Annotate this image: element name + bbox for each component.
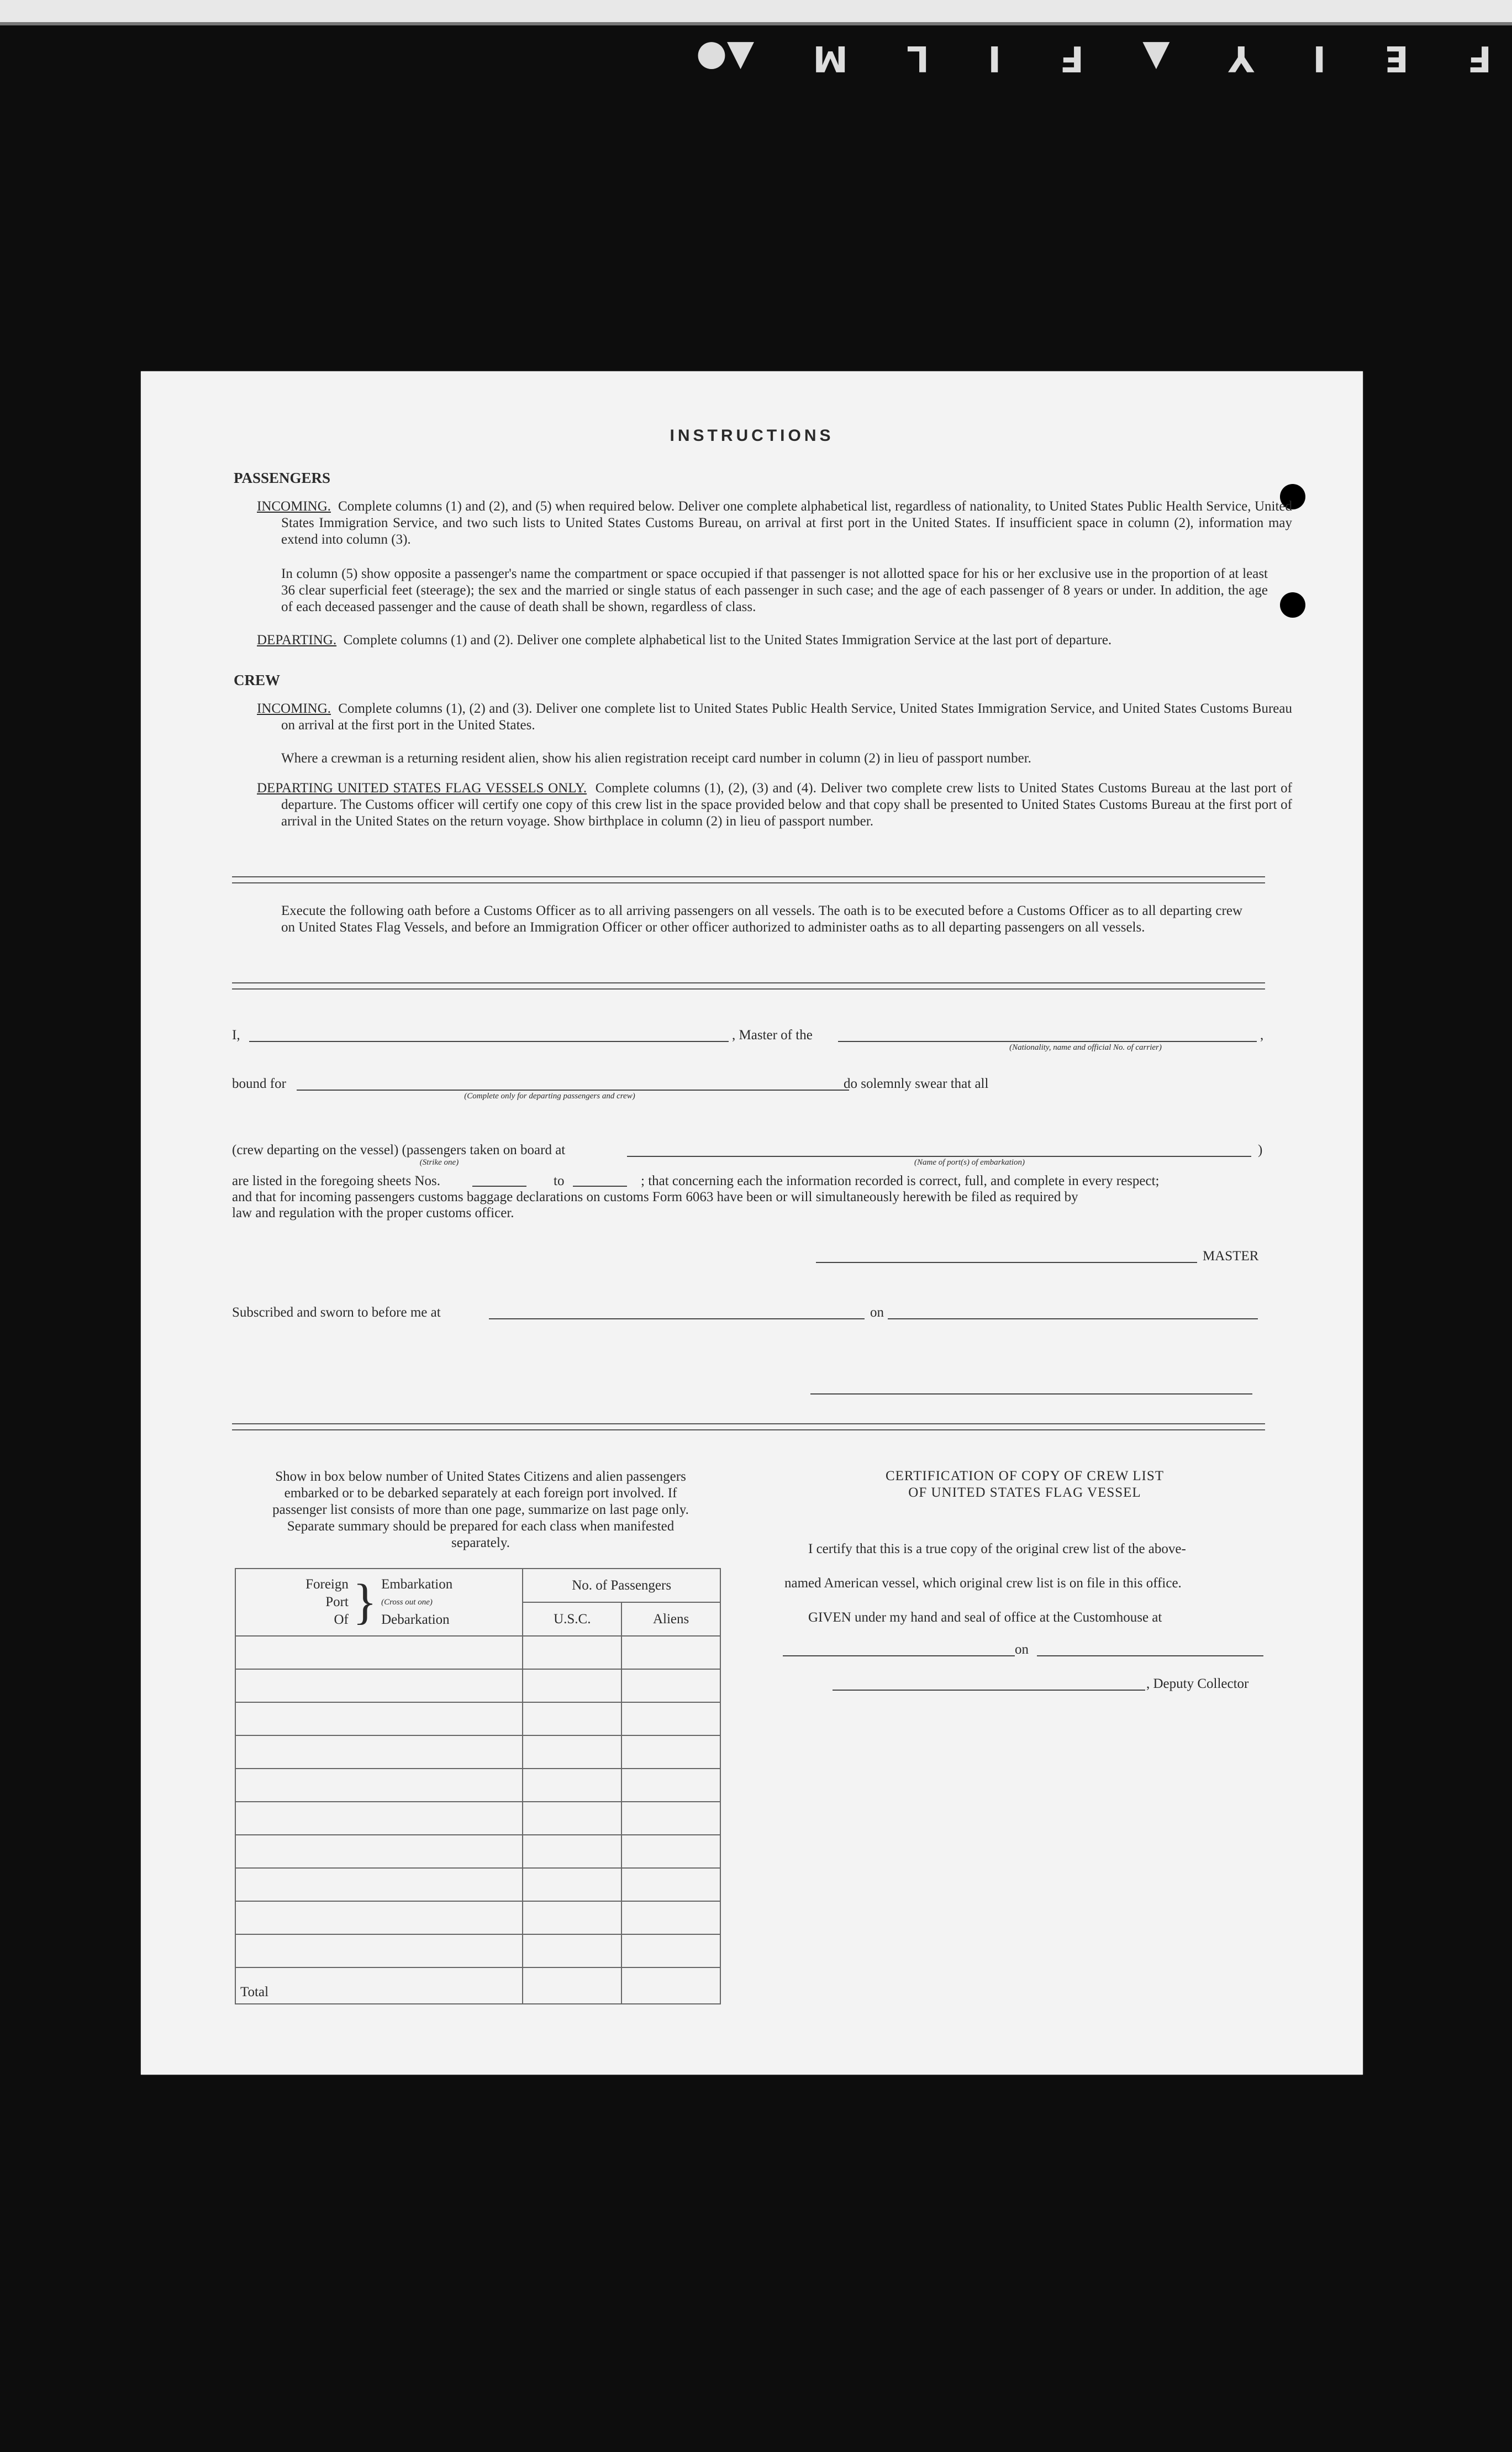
film-char: I [988, 38, 1002, 78]
crew-incoming-paragraph [257, 701, 1292, 734]
certification-date-field[interactable] [1037, 1655, 1263, 1656]
embarkation-label: Embarkation [381, 1577, 453, 1592]
port-cell[interactable] [235, 1835, 523, 1868]
carrier-field[interactable] [838, 1041, 1257, 1042]
aliens-header: Aliens [621, 1602, 720, 1636]
table-row [235, 1735, 720, 1769]
passengers-incoming-text: Complete columns (1) and (2), and (5) when required below. Deliver one complete alphabetical list, regardless of nationality, to United States Public Health Service, United States Immigration Service, and two such lists to United States Customs Bureau, on arrival at first port in the United States. If insufficient space in column (2), information may extend into column (3). [281, 499, 1293, 547]
usc-cell[interactable] [523, 1669, 621, 1702]
passengers-heading: PASSENGERS [234, 470, 331, 486]
certification-on-label: on [1015, 1642, 1029, 1657]
bound-for-field[interactable] [297, 1090, 849, 1091]
deputy-signature-field[interactable] [833, 1690, 1145, 1691]
usc-cell[interactable] [523, 1934, 621, 1967]
double-rule [232, 982, 1265, 990]
usc-cell[interactable] [523, 1636, 621, 1669]
listed-text-1: ; that concerning each the information recorded is correct, full, and complete in every respect; [641, 1174, 1160, 1188]
usc-cell[interactable] [523, 1735, 621, 1769]
crew-departing-text: Complete columns (1), (2), (3) and (4). Deliver two complete crew lists to United States Customs Bureau at the last port of departure. The Customs officer will certify one copy of this crew list in the space provided below and that copy shall be presented to United States Customs Bureau at the first port of arrival in the United States on the return voyage. Show birthplace in column (2) in lieu of passport number. [281, 781, 1293, 829]
passengers-departing-text: Complete columns (1) and (2). Deliver one complete alphabetical list to the United States Immigration Service at the last port of departure. [343, 633, 1112, 648]
listed-to-label: to [554, 1174, 565, 1188]
aliens-cell[interactable] [621, 1636, 720, 1669]
listed-text-3: law and regulation with the proper customs officer. [232, 1206, 514, 1220]
usc-cell[interactable] [523, 1901, 621, 1934]
certification-title-2: OF UNITED STATES FLAG VESSEL [908, 1485, 1141, 1500]
customhouse-field[interactable] [783, 1655, 1015, 1656]
oath-instruction: Execute the following oath before a Customs Officer as to all arriving passengers on all vessels. The oath is to be executed before a Customs Officer as to all departing crew on United States Flag Vessels, and before an Immigration Officer or other officer authorized to administer oaths as to all departing passengers on all vessels. [281, 903, 1242, 935]
table-row [235, 1934, 720, 1967]
certification-title-1: CERTIFICATION OF COPY OF CREW LIST [885, 1469, 1165, 1483]
passenger-summary-table [235, 1568, 721, 2004]
film-char: M [813, 38, 848, 78]
table-row [235, 1802, 720, 1835]
aliens-cell[interactable] [621, 1669, 720, 1702]
page-title: INSTRUCTIONS [670, 427, 834, 445]
passengers-incoming-lead: INCOMING. [257, 499, 331, 514]
usc-cell[interactable] [523, 1702, 621, 1735]
passengers-incoming-paragraph [257, 498, 1292, 548]
subscribed-label: Subscribed and sworn to before me at [232, 1305, 441, 1320]
table-row [235, 1835, 720, 1868]
film-char: ▲ [1142, 38, 1170, 78]
ports-field[interactable] [627, 1156, 1251, 1157]
usc-cell[interactable] [523, 1802, 621, 1835]
crew-departing-lead: DEPARTING UNITED STATES FLAG VESSELS ONLY. [257, 781, 587, 796]
film-char: I [1313, 38, 1326, 78]
port-cell[interactable] [235, 1735, 523, 1769]
film-edge-line [0, 22, 1512, 25]
certify-line-2: named American vessel, which original crew list is on file in this office. [784, 1576, 1182, 1591]
close-paren: ) [1258, 1143, 1263, 1157]
cross-out-caption: (Cross out one) [381, 1598, 433, 1607]
carrier-caption: (Nationality, name and official No. of carrier) [1009, 1043, 1162, 1052]
table-row [235, 1636, 720, 1669]
listed-label: are listed in the foregoing sheets Nos. [232, 1174, 440, 1188]
sheet-to-field[interactable] [573, 1186, 627, 1187]
ports-caption: (Name of port(s) of embarkation) [914, 1158, 1025, 1167]
port-cell[interactable] [235, 1934, 523, 1967]
aliens-cell[interactable] [621, 1702, 720, 1735]
total-row [235, 1967, 720, 2004]
passengers-departing-paragraph [257, 632, 1268, 649]
given-text: GIVEN under my hand and seal of office at the Customhouse at [808, 1610, 1162, 1625]
sworn-date-field[interactable] [888, 1318, 1258, 1319]
sworn-on-label: on [870, 1305, 884, 1320]
usc-header: U.S.C. [523, 1602, 621, 1636]
aliens-cell[interactable] [621, 1769, 720, 1802]
debarkation-label: Debarkation [381, 1612, 450, 1627]
table-row [235, 1769, 720, 1802]
passengers-column5-paragraph: In column (5) show opposite a passenger's name the compartment or space occupied if that passenger is not allotted space for his or her exclusive use in the proportion of at least 36 clear superficial feet (steerage); the sex and the married or single status of each passenger in such case; and the age of each passenger of 8 years or under. In addition, the age of each deceased passenger and the cause of death shall be shown, regardless of class. [281, 566, 1268, 614]
aliens-total-cell[interactable] [621, 1967, 720, 2004]
film-strip-label [696, 39, 1492, 77]
film-char: L [907, 38, 930, 78]
passengers-departing-lead: DEPARTING. [257, 633, 337, 648]
aliens-cell[interactable] [621, 1802, 720, 1835]
foreign-port-header [235, 1569, 523, 1636]
officer-signature-field[interactable] [810, 1393, 1252, 1395]
double-rule [232, 1423, 1265, 1430]
port-cell[interactable] [235, 1669, 523, 1702]
usc-cell[interactable] [523, 1769, 621, 1802]
table-row [235, 1669, 720, 1702]
crew-departing-label: (crew departing on the vessel) (passengers taken on board at [232, 1143, 566, 1157]
listed-text-2: and that for incoming passengers customs baggage declarations on customs Form 6063 have been or will simultaneously herewith be filed as required by [232, 1190, 1078, 1204]
crew-departing-paragraph [257, 780, 1292, 830]
crew-resident-paragraph: Where a crewman is a returning resident alien, show his alien registration receipt card number in column (2) in lieu of passport number. [281, 751, 1031, 766]
punch-hole [1280, 592, 1305, 618]
strike-caption: (Strike one) [419, 1158, 459, 1167]
port-cell[interactable] [235, 1702, 523, 1735]
document-page [141, 371, 1363, 2075]
total-label: Total [235, 1967, 523, 2004]
crew-incoming-lead: INCOMING. [257, 701, 331, 716]
sworn-place-field[interactable] [489, 1318, 865, 1319]
film-edge-top [0, 0, 1512, 22]
film-char: Y [1228, 38, 1255, 78]
film-char: E [1384, 38, 1409, 78]
foreign-label: Foreign [305, 1577, 349, 1592]
crew-heading: CREW [234, 672, 281, 688]
film-char: F [1060, 38, 1084, 78]
bound-for-label: bound for [232, 1076, 286, 1091]
aliens-cell[interactable] [621, 1901, 720, 1934]
bound-caption: (Complete only for departing passengers and crew) [464, 1092, 635, 1101]
aliens-cell[interactable] [621, 1868, 720, 1901]
aliens-cell[interactable] [621, 1934, 720, 1967]
usc-cell[interactable] [523, 1835, 621, 1868]
sheet-from-field[interactable] [472, 1186, 526, 1187]
oath-i-label: I, [232, 1028, 240, 1043]
table-row [235, 1868, 720, 1901]
table-row [235, 1702, 720, 1735]
summary-instructions: Show in box below number of United States Citizens and alien passengers embarked or to be debarked separately at each foreign port involved. If passenger list consists of more than one page, summarize on last page only. Separate summary should be prepared for each class when manifested separately. [272, 1469, 689, 1550]
aliens-cell[interactable] [621, 1735, 720, 1769]
comma: , [1260, 1028, 1264, 1043]
port-cell[interactable] [235, 1636, 523, 1669]
brace-icon: } [352, 1575, 377, 1629]
master-label: MASTER [1203, 1249, 1259, 1264]
usc-cell[interactable] [523, 1868, 621, 1901]
master-signature-field[interactable] [816, 1262, 1197, 1263]
film-char: F [1467, 38, 1492, 78]
certify-line-1: I certify that this is a true copy of the original crew list of the above- [808, 1541, 1186, 1556]
swear-text: do solemnly swear that all [844, 1076, 989, 1091]
of-label: Of [334, 1612, 349, 1627]
double-rule [232, 876, 1265, 883]
port-cell[interactable] [235, 1802, 523, 1835]
no-of-passengers-header: No. of Passengers [523, 1569, 720, 1602]
usc-total-cell[interactable] [523, 1967, 621, 2004]
master-of-label: , Master of the [732, 1028, 813, 1043]
port-cell[interactable] [235, 1901, 523, 1934]
crew-incoming-text: Complete columns (1), (2) and (3). Deliver one complete list to United States Public Health Service, United States Immigration Service, and United States Customs Bureau on arrival at the first port in the United States. [281, 701, 1292, 733]
deputy-collector-label: , Deputy Collector [1146, 1676, 1249, 1691]
table-row [235, 1901, 720, 1934]
port-label: Port [325, 1595, 349, 1609]
master-name-field[interactable] [249, 1041, 729, 1042]
film-char: ▲● [696, 38, 755, 78]
aliens-cell[interactable] [621, 1835, 720, 1868]
port-cell[interactable] [235, 1868, 523, 1901]
port-cell[interactable] [235, 1769, 523, 1802]
